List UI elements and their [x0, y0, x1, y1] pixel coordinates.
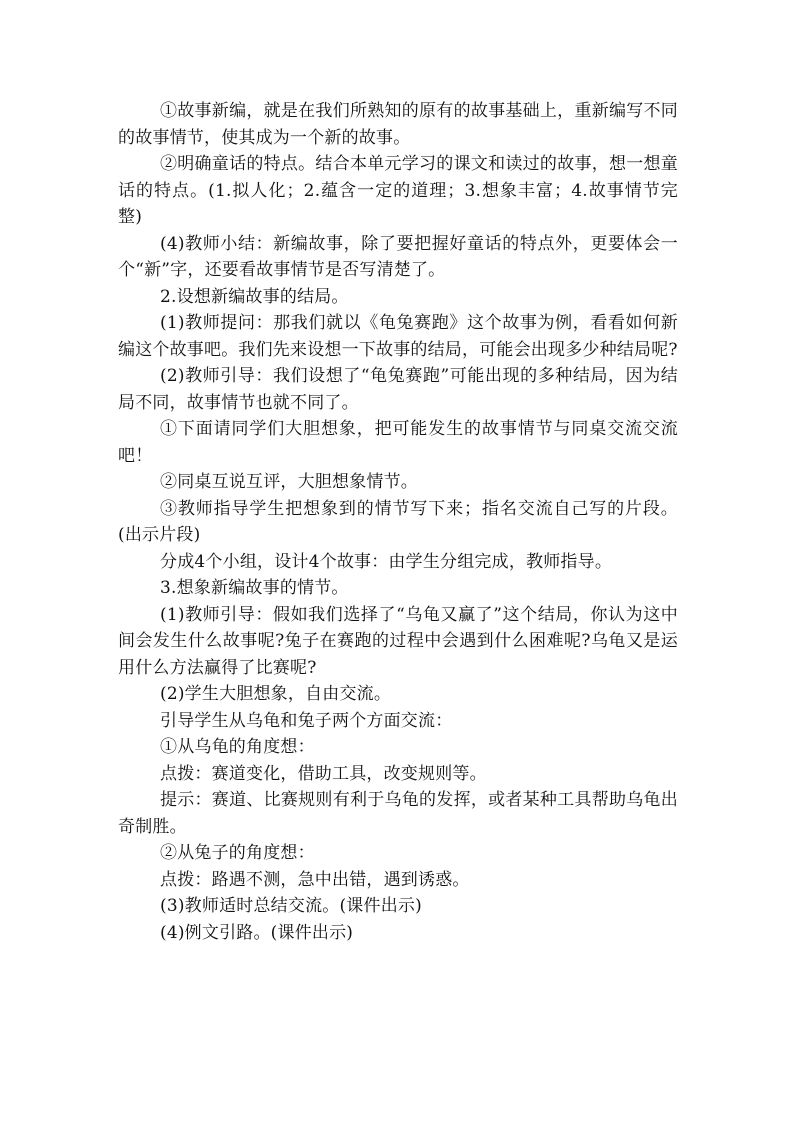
paragraph: (4)教师小结：新编故事，除了要把握好童话的特点外，更要体会一个“新”字，还要看故事情节是否写清楚了。 [118, 233, 678, 280]
paragraph: ①从乌龟的角度想： [160, 737, 315, 757]
section-heading: 3.想象新编故事的情节。 [160, 578, 349, 598]
paragraph: 引导学生从乌龟和兔子两个方面交流： [160, 710, 453, 731]
section-heading: 2.设想新编故事的结局。 [160, 286, 349, 307]
paragraph: ②同桌互说互评，大胆想象情节。 [160, 472, 418, 492]
document-body [118, 98, 678, 946]
paragraph: (4)例文引路。(课件出示) [160, 922, 354, 943]
paragraph: 点拨：赛道变化，借助工具，改变规则等。 [160, 763, 487, 784]
paragraph: 提示：赛道、比赛规则有利于乌龟的发挥，或者某种工具帮助乌龟出奇制胜。 [118, 790, 678, 837]
paragraph: 分成4个小组，设计4个故事：由学生分组完成，教师指导。 [160, 551, 613, 572]
paragraph: ③教师指导学生把想象到的情节写下来；指名交流自己写的片段。(出示片段) [118, 498, 678, 545]
paragraph: ②明确童话的特点。结合本单元学习的课文和读过的故事，想一想童话的特点。(1.拟人化；2.蕴含一定的道理；3.想象丰富；4.故事情节完整) [118, 154, 678, 227]
paragraph: (1)教师提问：那我们就以《龟兔赛跑》这个故事为例，看看如何新编这个故事吧。我们先来设想一下故事的结局，可能会出现多少种结局呢? [118, 313, 678, 360]
paragraph: ①下面请同学们大胆想象，把可能发生的故事情节与同桌交流交流吧！ [118, 419, 678, 466]
paragraph: (1)教师引导：假如我们选择了“乌龟又赢了”这个结局，你认为这中间会发生什么故事呢?兔子在赛跑的过程中会遇到什么困难呢?乌龟又是运用什么方法赢得了比赛呢? [118, 604, 678, 678]
paragraph: (2)学生大胆想象，自由交流。 [160, 684, 392, 704]
paragraph: ②从兔子的角度想： [160, 843, 315, 863]
paragraph: 点拨：路遇不测，急中出错，遇到诱惑。 [160, 869, 470, 890]
paragraph: (2)教师引导：我们设想了“龟兔赛跑”可能出现的多种结局，因为结局不同，故事情节也就不同了。 [118, 366, 678, 413]
paragraph: ①故事新编，就是在我们所熟知的原有的故事基础上，重新编写不同的故事情节，使其成为一个新的故事。 [118, 101, 678, 148]
paragraph: (3)教师适时总结交流。(课件出示) [160, 896, 422, 916]
